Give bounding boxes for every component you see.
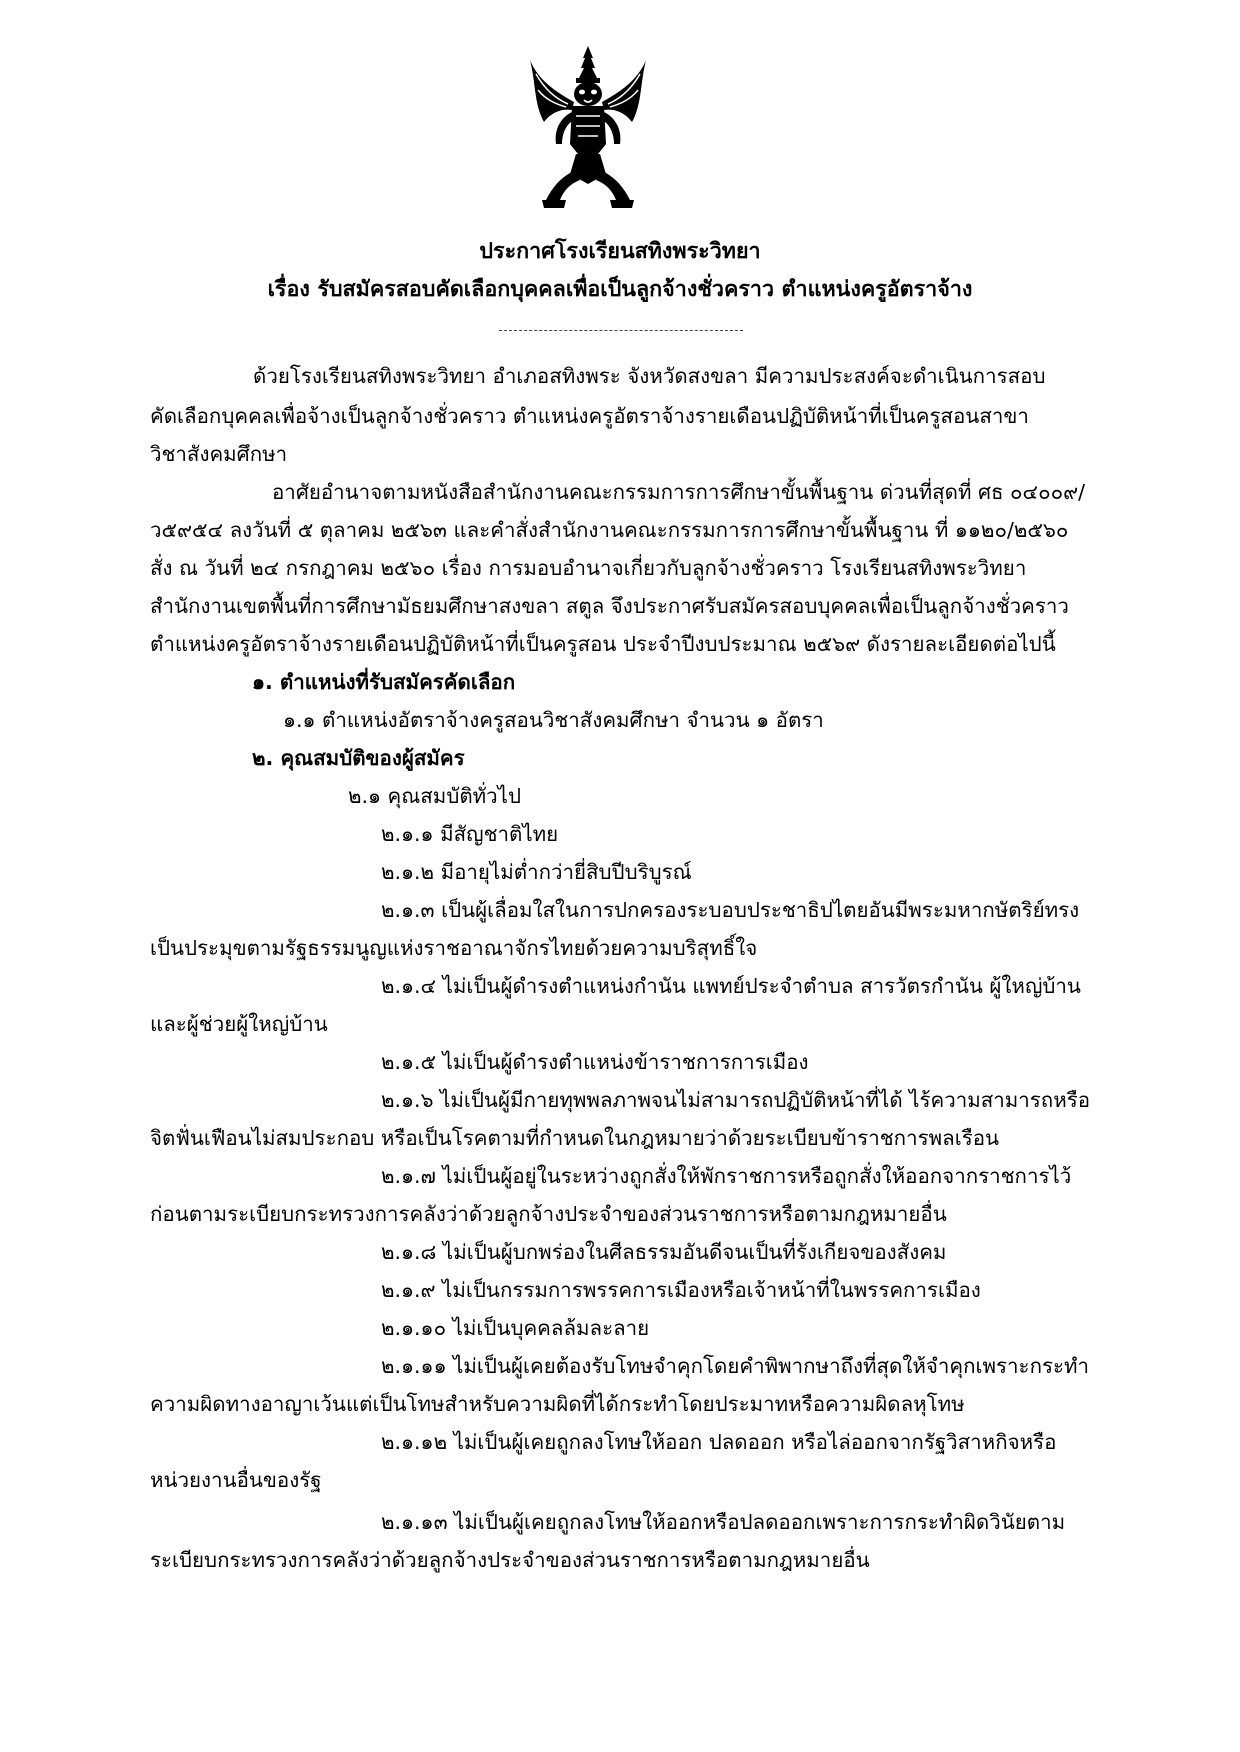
qualification-2-1-10: ๒.๑.๑๐ ไม่เป็นบุคคลล้มละลาย — [381, 1316, 650, 1340]
qualification-2-1-11-line-1: ๒.๑.๑๑ ไม่เป็นผู้เคยต้องรับโทษจำคุกโดยคำพิพากษาถึงที่สุดให้จำคุกเพราะกระทำ — [381, 1354, 1090, 1378]
qualification-2-1-3-line-1: ๒.๑.๓ เป็นผู้เลื่อมใสในการปกครองระบอบประชาธิปไตยอันมีพระมหากษัตริย์ทรง — [381, 898, 1080, 922]
authority-line-5: ตำแหน่งครูอัตราจ้างรายเดือนปฏิบัติหน้าที่เป็นครูสอน ประจำปีงบประมาณ ๒๕๖๙ ดังรายละเอียดต่อไปนี้ — [150, 632, 1056, 656]
section-1-heading: ๑. ตำแหน่งที่รับสมัครคัดเลือก — [252, 670, 516, 694]
qualification-2-1-1: ๒.๑.๑ มีสัญชาติไทย — [381, 822, 559, 846]
qualification-2-1-9: ๒.๑.๙ ไม่เป็นกรรมการพรรคการเมืองหรือเจ้าหน้าที่ในพรรคการเมือง — [381, 1278, 981, 1302]
authority-line-2: ว๕๙๕๔ ลงวันที่ ๕ ตุลาคม ๒๕๖๓ และคำสั่งสำนักงานคณะกรรมการการศึกษาขั้นพื้นฐาน ที่ ๑๑๒๐/๒๕๖๐ — [150, 518, 1069, 542]
authority-line-1: อาศัยอำนาจตามหนังสือสำนักงานคณะกรรมการการศึกษาขั้นพื้นฐาน ด่วนที่สุดที่ ศธ ๐๔๐๐๙/ — [272, 480, 1086, 504]
qualification-2-1-2: ๒.๑.๒ มีอายุไม่ต่ำกว่ายี่สิบปีบริบูรณ์ — [381, 860, 692, 884]
qualification-2-1-4-line-2: และผู้ช่วยผู้ใหญ่บ้าน — [150, 1012, 328, 1036]
qualification-2-1-12-line-2: หน่วยงานอื่นของรัฐ — [150, 1468, 322, 1492]
section-2-heading: ๒. คุณสมบัติของผู้สมัคร — [252, 746, 465, 770]
section-2-1-heading: ๒.๑ คุณสมบัติทั่วไป — [348, 784, 521, 808]
announcement-title: ประกาศโรงเรียนสทิงพระวิทยา — [479, 239, 761, 264]
qualification-2-1-13-line-2: ระเบียบกระทรวงการคลังว่าด้วยลูกจ้างประจำของส่วนราชการหรือตามกฎหมายอื่น — [150, 1548, 870, 1572]
qualification-2-1-7-line-2: ก่อนตามระเบียบกระทรวงการคลังว่าด้วยลูกจ้างประจำของส่วนราชการหรือตามกฎหมายอื่น — [150, 1202, 947, 1226]
qualification-2-1-3-line-2: เป็นประมุขตามรัฐธรรมนูญแห่งราชอาณาจักรไทยด้วยความบริสุทธิ์ใจ — [150, 936, 758, 960]
section-1-item: ๑.๑ ตำแหน่งอัตราจ้างครูสอนวิชาสังคมศึกษา จำนวน ๑ อัตรา — [283, 708, 824, 732]
intro-line-3: วิชาสังคมศึกษา — [150, 442, 288, 466]
qualification-2-1-12-line-1: ๒.๑.๑๒ ไม่เป็นผู้เคยถูกลงโทษให้ออก ปลดออก หรือไล่ออกจากรัฐวิสาหกิจหรือ — [381, 1430, 1057, 1454]
qualification-2-1-5: ๒.๑.๕ ไม่เป็นผู้ดำรงตำแหน่งข้าราชการการเมือง — [381, 1050, 809, 1074]
announcement-subject: เรื่อง รับสมัครสอบคัดเลือกบุคคลเพื่อเป็นลูกจ้างชั่วคราว ตำแหน่งครูอัตราจ้าง — [267, 277, 973, 302]
qualification-2-1-11-line-2: ความผิดทางอาญาเว้นแต่เป็นโทษสำหรับความผิดที่ได้กระทำโดยประมาทหรือความผิดลหุโทษ — [150, 1392, 965, 1416]
qualification-2-1-8: ๒.๑.๘ ไม่เป็นผู้บกพร่องในศีลธรรมอันดีจนเป็นที่รังเกียจของสังคม — [381, 1240, 947, 1264]
title-divider — [499, 330, 743, 331]
authority-line-4: สำนักงานเขตพื้นที่การศึกษามัธยมศึกษาสงขลา สตูล จึงประกาศรับสมัครสอบบุคคลเพื่อเป็นลูกจ้างชั่วคราว — [150, 594, 1069, 618]
qualification-2-1-7-line-1: ๒.๑.๗ ไม่เป็นผู้อยู่ในระหว่างถูกสั่งให้พักราชการหรือถูกสั่งให้ออกจากราชการไว้ — [381, 1164, 1072, 1188]
qualification-2-1-6-line-1: ๒.๑.๖ ไม่เป็นผู้มีกายทุพพลภาพจนไม่สามารถปฏิบัติหน้าที่ได้ ไร้ความสามารถหรือ — [381, 1088, 1091, 1112]
intro-line-2: คัดเลือกบุคคลเพื่อจ้างเป็นลูกจ้างชั่วคราว ตำแหน่งครูอัตราจ้างรายเดือนปฏิบัติหน้าที่เป็นครูสอนสาขา — [150, 404, 1029, 428]
qualification-2-1-4-line-1: ๒.๑.๔ ไม่เป็นผู้ดำรงตำแหน่งกำนัน แพทย์ประจำตำบล สารวัตรกำนัน ผู้ใหญ่บ้าน — [381, 974, 1081, 998]
qualification-2-1-13-line-1: ๒.๑.๑๓ ไม่เป็นผู้เคยถูกลงโทษให้ออกหรือปลดออกเพราะการกระทำผิดวินัยตาม — [381, 1510, 1066, 1534]
qualification-2-1-6-line-2: จิตฟั่นเฟือนไม่สมประกอบ หรือเป็นโรคตามที่กำหนดในกฎหมายว่าด้วยระเบียบข้าราชการพลเรือน — [150, 1126, 1000, 1150]
authority-line-3: สั่ง ณ วันที่ ๒๔ กรกฎาคม ๒๕๖๐ เรื่อง การมอบอำนาจเกี่ยวกับลูกจ้างชั่วคราว โรงเรียนสทิงพระวิทยา — [150, 556, 1027, 580]
intro-line-1: ด้วยโรงเรียนสทิงพระวิทยา อำเภอสทิงพระ จังหวัดสงขลา มีความประสงค์จะดำเนินการสอบ — [253, 364, 1046, 388]
garuda-emblem-icon — [526, 44, 650, 214]
